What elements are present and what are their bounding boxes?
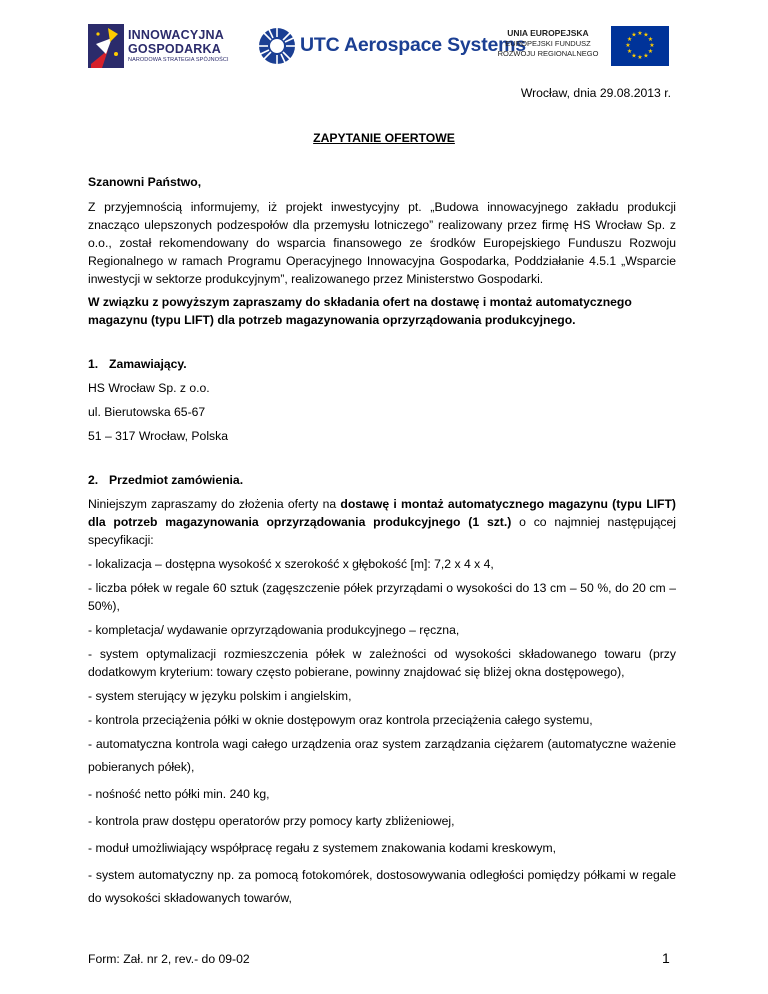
section-2-heading: [88, 471, 676, 489]
eu-logo-line-rozwoju: ROZWOJU REGIONALNEGO: [497, 49, 599, 58]
spec-item: - system optymalizacji rozmieszczenia półek w zależności od wysokości składowanego towaru (przy dodatkowym kryterium: towary często pobierane, powinny znajdować się bliżej okna dostępowego),: [88, 647, 676, 679]
spec-item: - system sterujący w języku polskim i angielskim,: [88, 689, 352, 703]
innowacyjna-gospodarka-logo: [88, 24, 238, 70]
section-1-title: Zamawiający.: [109, 357, 187, 371]
section-2-intro-pre: Niniejszym zapraszamy do złożenia oferty na: [88, 497, 341, 511]
spec-item: - kompletacja/ wydawanie oprzyrządowania produkcyjnego – ręczna,: [88, 623, 460, 637]
document-date: Wrocław, dnia 29.08.2013 r.: [520, 86, 671, 100]
section-2-intro-post: o co najmniej następującej specyfikacji:: [88, 515, 676, 547]
svg-text:★: ★: [637, 30, 643, 37]
document-title: ZAPYTANIE OFERTOWE: [313, 131, 455, 145]
svg-text:★: ★: [626, 48, 633, 55]
eu-fund-logo: [497, 26, 671, 66]
page-number: 1: [662, 950, 670, 966]
document-body: [88, 173, 676, 910]
spec-item: - moduł umożliwiający współpracę regału z systemem znakowania kodami kreskowym,: [88, 841, 557, 855]
section-2-intro-bold: dostawę i montaż automatycznego magazynu (typu LIFT) dla potrzeb magazynowania oprzyrządowania produkcyjnego (1 szt.): [88, 497, 676, 529]
eu-flag-icon: [611, 26, 669, 66]
svg-text:★: ★: [649, 42, 655, 49]
eu-logo-line-fundusz: EUROPEJSKI FUNDUSZ: [505, 39, 591, 48]
svg-text:★: ★: [625, 42, 631, 49]
section-1-heading: [88, 355, 676, 373]
svg-text:★: ★: [626, 36, 633, 43]
svg-text:★: ★: [647, 48, 654, 55]
address-city: 51 – 317 Wrocław, Polska: [88, 429, 229, 443]
spec-item: - kontrola przeciążenia półki w oknie dostępowym oraz kontrola przeciążenia całego systemu,: [88, 713, 593, 727]
eu-logo-line-unia: UNIA EUROPEJSKA: [507, 28, 589, 38]
svg-text:★: ★: [643, 52, 649, 60]
address-street: ul. Bierutowska 65-67: [88, 405, 206, 419]
utc-aerospace-logo: [257, 26, 526, 66]
spec-item: - system automatyczny np. za pomocą fotokomórek, dostosowywania odległości pomiędzy półkami w regale do wysokości składowanych towarów,: [88, 868, 676, 905]
innowacyjna-gospodarka-mark-icon: [88, 24, 124, 68]
section-2-intro: [88, 495, 676, 549]
logo-line-gospodarka: GOSPODARKA: [128, 42, 221, 56]
svg-text:★: ★: [631, 52, 637, 60]
logo-line-innowacyjna: INNOWACYJNA: [128, 28, 224, 42]
greeting: Szanowni Państwo,: [88, 175, 202, 189]
section-1-number: 1.: [88, 357, 99, 371]
spec-item: - kontrola praw dostępu operatorów przy pomocy karty zbliżeniowej,: [88, 814, 455, 828]
svg-text:★: ★: [631, 31, 637, 39]
spec-item: - automatyczna kontrola wagi całego urządzenia oraz system zarządzania ciężarem (automatyczne ważenie pobieranych półek),: [88, 737, 676, 774]
logo-line-strategia: NARODOWA STRATEGIA SPÓJNOŚCI: [128, 57, 229, 63]
intro-paragraph: Z przyjemnością informujemy, iż projekt inwestycyjny pt. „Budowa innowacyjnego zakładu produkcji znacząco ulepszonych podzespołów dla przemysłu lotniczego” realizowany przez firmę HS Wrocław Sp. z o.o., został rekomendowany do wsparcia finansowego ze środków Europejskiego Funduszu Rozwoju Regionalnego w ramach Programu Operacyjnego Innowacyjna Gospodarka, Poddziałanie 4.5.1 „Wsparcie inwestycji w sektorze produkcyjnym”, realizowanego przez Ministerstwo Gospodarki.: [88, 200, 676, 286]
utc-logo-text: UTC Aerospace Systems: [300, 34, 526, 56]
spec-item: - lokalizacja – dostępna wysokość x szerokość x głębokość [m]: 7,2 x 4 x 4,: [88, 557, 494, 571]
address-company: HS Wrocław Sp. z o.o.: [88, 381, 210, 395]
lead-paragraph: W związku z powyższym zapraszamy do składania ofert na dostawę i montaż automatycznego magazynu (typu LIFT) dla potrzeb magazynowania oprzyrządowania produkcyjnego.: [88, 295, 632, 327]
section-2-number: 2.: [88, 473, 99, 487]
spec-item: - nośność netto półki min. 240 kg,: [88, 787, 270, 801]
section-2-title: Przedmiot zamówienia.: [109, 473, 244, 487]
svg-text:★: ★: [637, 54, 643, 61]
svg-text:★: ★: [647, 36, 654, 43]
svg-text:★: ★: [643, 31, 649, 39]
utc-globe-icon: [257, 26, 297, 66]
form-reference: Form: Zał. nr 2, rev.- do 09-02: [88, 952, 250, 966]
spec-item: - liczba półek w regale 60 sztuk (zagęszczenie półek przyrządami o wysokości do 13 cm – 50 %, do 20 cm – 50%),: [88, 581, 676, 613]
